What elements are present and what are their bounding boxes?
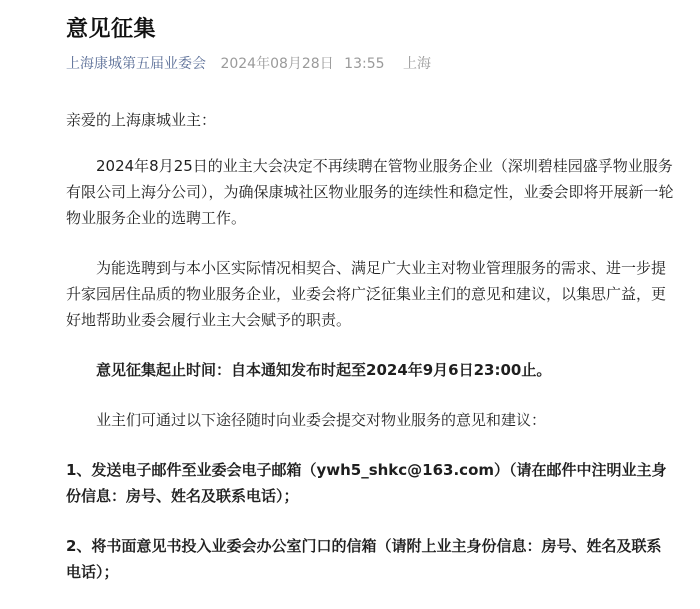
deadline-notice: 意见征集起止时间：自本通知发布时起至2024年9月6日23:00止。 bbox=[96, 361, 552, 379]
article-title: 意见征集 bbox=[66, 17, 157, 42]
publish-location: 上海 bbox=[402, 56, 431, 72]
account-name-link[interactable]: 上海康城第五届业委会 bbox=[66, 56, 206, 72]
submission-ways-intro: 业主们可通过以下途径随时向业委会提交对物业服务的意见和建议： bbox=[96, 411, 547, 429]
publish-date: 2024年08月28日 bbox=[220, 56, 334, 72]
greeting: 亲爱的上海康城业主： bbox=[66, 111, 217, 129]
article-body bbox=[66, 107, 676, 609]
article-meta bbox=[66, 53, 431, 73]
paragraph-purpose: 为能选聘到与本小区实际情况相契合、满足广大业主对物业管理服务的需求、进一步提升家园居住品质的物业服务企业，业委会将广泛征集业主们的意见和建议，以集思广益，更好地帮助业委会履行业主大会赋予的职责。 bbox=[66, 259, 667, 329]
submission-way-mailbox: 2、将书面意见书投入业委会办公室门口的信箱（请附上业主身份信息：房号、姓名及联系电话）； bbox=[66, 537, 662, 581]
publish-time: 13:55 bbox=[344, 56, 385, 72]
paragraph-background: 2024年8月25日的业主大会决定不再续聘在管物业服务企业（深圳碧桂园盛孚物业服务有限公司上海分公司），为确保康城社区物业服务的连续性和稳定性，业委会即将开展新一轮物业服务企业的选聘工作。 bbox=[66, 157, 674, 227]
submission-way-email: 1、发送电子邮件至业委会电子邮箱（ywh5_shkc@163.com）（请在邮件中注明业主身份信息：房号、姓名及联系电话）； bbox=[66, 461, 667, 505]
